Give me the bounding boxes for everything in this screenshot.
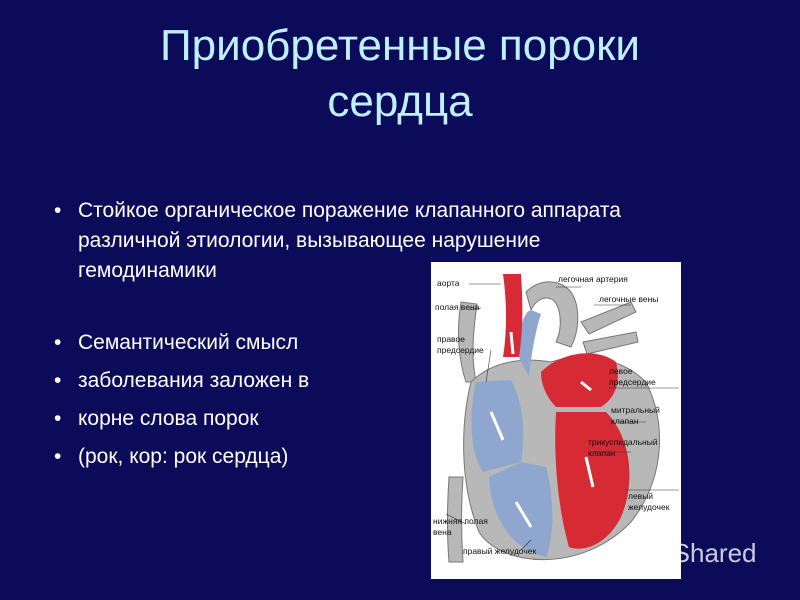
flow-arrow-icon: [511, 332, 513, 354]
title-line-1: Приобретенные пороки: [160, 21, 640, 70]
heart-diagram: [431, 262, 681, 579]
bullet-item: • (рок, кор: рок сердца): [48, 442, 668, 472]
label-mitral-valve: клапан: [611, 416, 639, 426]
label-left-atrium: левое: [609, 366, 633, 376]
bullet-item: • корне слова порок: [48, 404, 668, 434]
label-inferior-vena-cava: нижняя полая: [433, 516, 488, 526]
watermark: [612, 538, 757, 569]
label-right-atrium: правое: [437, 334, 465, 344]
label-left-ventricle: левый: [628, 491, 654, 501]
label-vena-cava: полая вена: [435, 302, 480, 312]
watermark-text: MyShared: [638, 538, 757, 568]
label-right-atrium: предсердие: [437, 345, 484, 355]
pulmonary-vein-shape: [581, 302, 636, 334]
label-mitral-valve: митральный: [611, 405, 660, 415]
label-inferior-vena-cava: вена: [433, 527, 452, 537]
label-tricuspid-valve: трикуспидальный: [588, 437, 658, 447]
label-pulmonary-veins: легочные вены: [599, 294, 659, 304]
label-tricuspid-valve: клапан: [588, 448, 616, 458]
bullet-item: • заболевания заложен в: [48, 366, 668, 396]
heart-illustration: [431, 262, 681, 579]
label-right-ventricle: правый желудочек: [463, 546, 537, 556]
bullet-item: • Стойкое органическое поражение клапанного аппарата различной этиологии, вызывающее нарушение гемодинамики: [48, 196, 668, 286]
bullet-item: • Семантический смысл: [48, 328, 668, 358]
pulmonary-vein-shape: [583, 332, 638, 354]
slide-title: [40, 18, 760, 130]
presentation-icon: [612, 541, 634, 567]
label-left-ventricle: желудочек: [628, 502, 670, 512]
label-aorta: аорта: [437, 278, 460, 288]
label-left-atrium: предсердие: [609, 377, 656, 387]
title-line-2: сердца: [327, 77, 473, 126]
label-pulmonary-artery: легочная артерия: [558, 274, 628, 284]
